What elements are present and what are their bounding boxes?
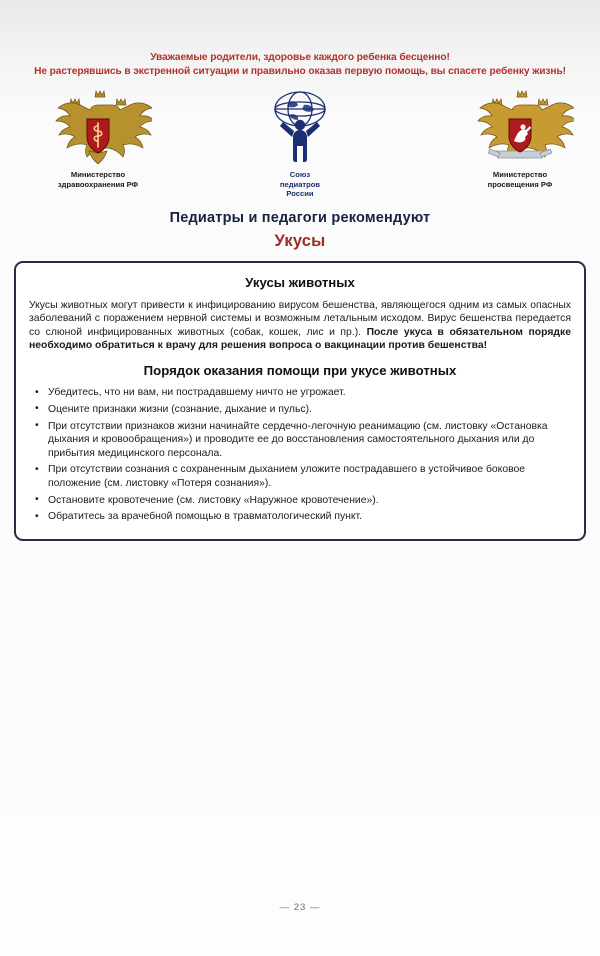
- appeal-line-2: Не растерявшись в экстренной ситуации и правильно оказав первую помощь, вы спасете ребенку жизнь!: [34, 66, 566, 77]
- intro-paragraph-normal: Укусы животных могут привести к инфицированию вирусом бешенства, являющегося одним из самых опасных заболеваний с поражением нервной системы и возможным летальным исходом. Вирус бешенства передается со слюной инфицированных животных (собак, кошек, лис и пр.).: [29, 300, 571, 338]
- list-item: • Обратитесь за врачебной помощью в травматологический пункт.: [29, 510, 571, 523]
- intro-paragraph: [29, 299, 571, 352]
- first-aid-steps-list: [29, 386, 571, 524]
- list-item: • Оцените признаки жизни (сознание, дыхание и пульс).: [29, 403, 571, 416]
- list-item: • При отсутствии признаков жизни начинайте сердечно-легочную реанимацию (см. листовку «Остановка дыхания и кровообращения») и проводите ее до восстановления самостоятельного дыхания или до прибытия медицинского персонала.: [29, 420, 571, 460]
- logo-caption-pediatricians: [240, 170, 360, 199]
- content-card: [14, 261, 586, 541]
- logo-ministry-of-education: [440, 88, 600, 189]
- russian-coat-of-arms-education-icon: [440, 88, 600, 168]
- logo-caption-education: [440, 170, 600, 189]
- logo-caption-pediatricians-line3: России: [286, 189, 314, 198]
- recommend-line: Педиатры и педагоги рекомендуют: [169, 210, 431, 226]
- logo-union-of-pediatricians: [240, 88, 360, 199]
- union-of-pediatricians-globe-icon: [240, 88, 360, 168]
- section-heading-procedure: Порядок оказания помощи при укусе животных: [143, 363, 457, 379]
- logo-caption-health: [8, 170, 188, 189]
- logo-caption-pediatricians-line2: педиатров: [279, 179, 321, 189]
- logo-row: [0, 88, 600, 208]
- page-title: Укусы: [274, 232, 326, 250]
- page-number: — 23 —: [279, 902, 321, 913]
- intro-paragraph-bold: После укуса в обязательном порядке необходимо обратиться к врачу для решения вопроса о вакцинации против бешенства!: [29, 326, 571, 351]
- section-heading-bites: Укусы животных: [245, 275, 355, 290]
- logo-caption-education-line2: просвещения РФ: [487, 179, 553, 189]
- logo-caption-health-line1: Министерство: [70, 170, 126, 179]
- russian-coat-of-arms-health-icon: [8, 88, 188, 168]
- logo-caption-pediatricians-line1: Союз: [289, 170, 311, 179]
- list-item: • Убедитесь, что ни вам, ни пострадавшему ничто не угрожает.: [29, 386, 571, 399]
- list-item: • При отсутствии сознания с сохраненным дыханием уложите пострадавшего в устойчивое боковое положение (см. листовку «Потеря сознания»).: [29, 463, 571, 490]
- appeal-line-1: Уважаемые родители, здоровье каждого ребенка бесценно!: [150, 52, 450, 63]
- logo-caption-health-line2: здравоохранения РФ: [57, 179, 139, 189]
- list-item: • Остановите кровотечение (см. листовку «Наружное кровотечение»).: [29, 494, 571, 507]
- logo-ministry-of-health: [8, 88, 188, 189]
- logo-caption-education-line1: Министерство: [492, 170, 548, 179]
